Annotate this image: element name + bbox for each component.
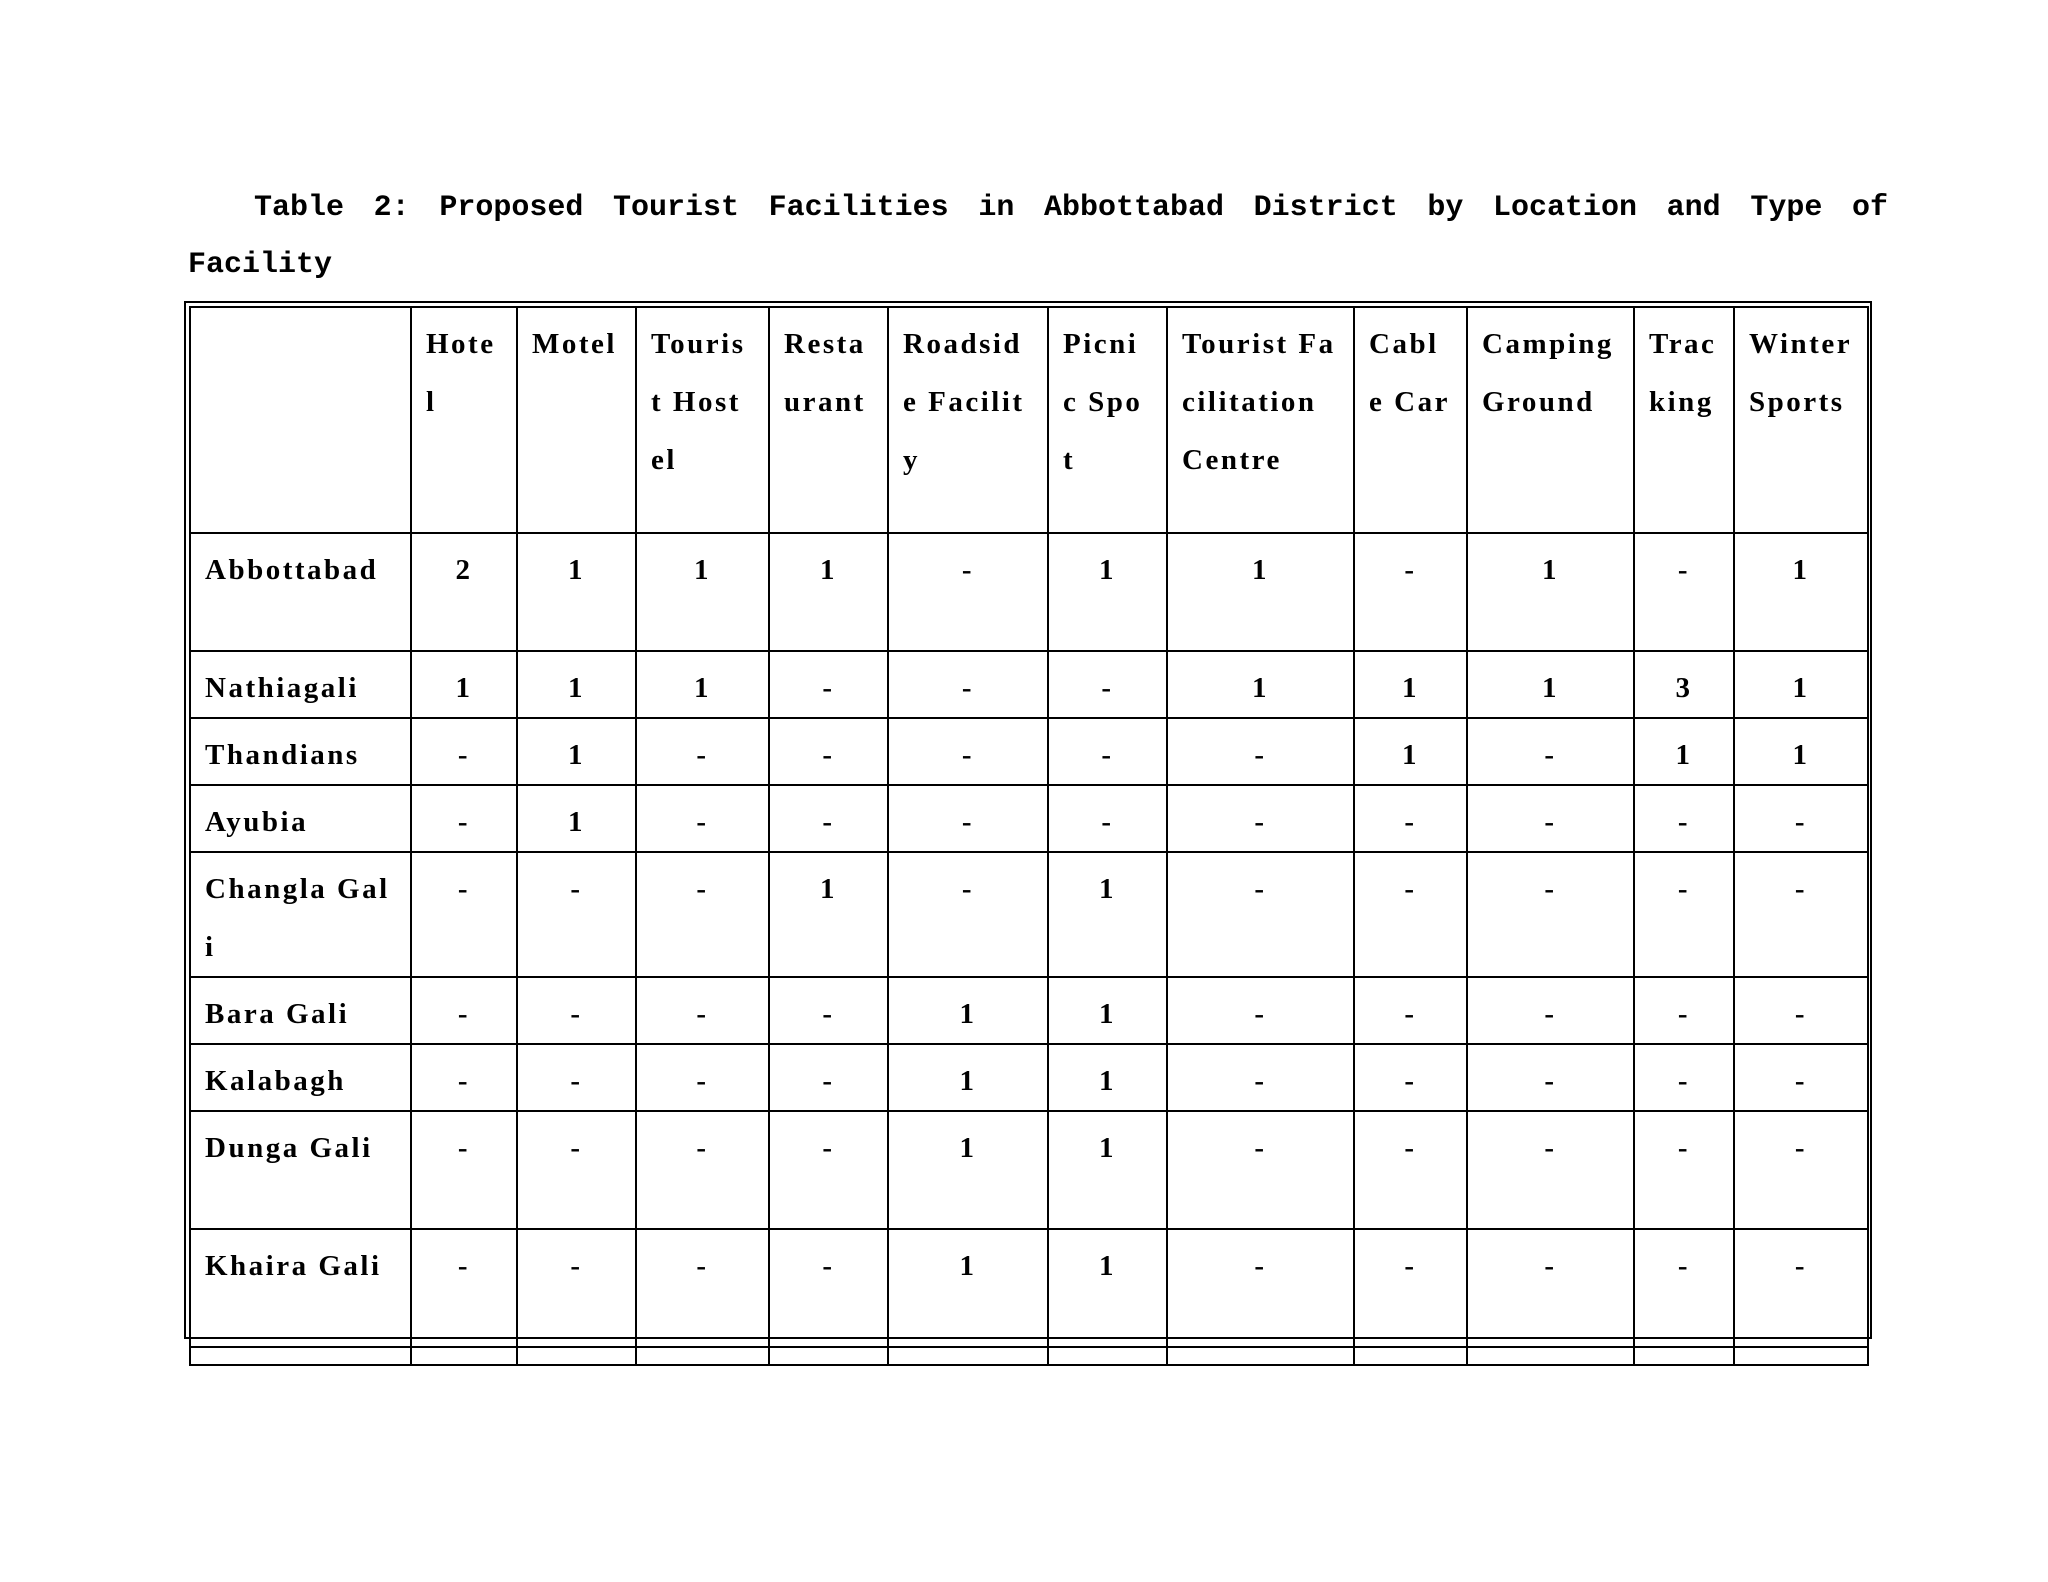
cell-restaurant: - <box>769 785 888 852</box>
header-cable-car: Cable Car <box>1354 307 1467 533</box>
cell-camping-ground: - <box>1467 1229 1634 1347</box>
cell-cable-car: - <box>1354 1044 1467 1111</box>
cell-winter-sports: - <box>1734 785 1868 852</box>
cell-tourist-facilitation-centre: - <box>1167 852 1354 977</box>
cell-winter-sports: 1 <box>1734 718 1868 785</box>
row-location: Nathiagali <box>190 651 411 718</box>
table-row <box>190 852 1868 977</box>
row-location: Kalabagh <box>190 1044 411 1111</box>
row-location: Dunga Gali <box>190 1111 411 1229</box>
table-row <box>190 533 1868 651</box>
cell-camping-ground: - <box>1467 718 1634 785</box>
tail-cell <box>1048 1347 1167 1365</box>
cell-tracking: - <box>1634 977 1734 1044</box>
cell-motel: - <box>517 1229 636 1347</box>
tail-cell <box>636 1347 769 1365</box>
tail-cell <box>1734 1347 1868 1365</box>
cell-tourist-facilitation-centre: - <box>1167 718 1354 785</box>
cell-cable-car: 1 <box>1354 651 1467 718</box>
cell-picnic-spot: 1 <box>1048 1111 1167 1229</box>
table-row <box>190 1111 1868 1229</box>
row-location: Thandians <box>190 718 411 785</box>
cell-restaurant: 1 <box>769 852 888 977</box>
cell-hotel: - <box>411 1229 517 1347</box>
cell-winter-sports: - <box>1734 1229 1868 1347</box>
cell-tourist-hostel: - <box>636 852 769 977</box>
cell-picnic-spot: 1 <box>1048 533 1167 651</box>
table-caption: Table 2: Proposed Tourist Facilities in Abbottabad District by Location and Type of Facility <box>188 191 1888 282</box>
cell-camping-ground: - <box>1467 1044 1634 1111</box>
cell-restaurant: - <box>769 1044 888 1111</box>
cell-motel: 1 <box>517 651 636 718</box>
cell-winter-sports: 1 <box>1734 651 1868 718</box>
header-row <box>190 307 1868 533</box>
cell-tracking: - <box>1634 785 1734 852</box>
cell-winter-sports: - <box>1734 852 1868 977</box>
cell-roadside-facility: - <box>888 852 1048 977</box>
table-row <box>190 1229 1868 1347</box>
cell-cable-car: - <box>1354 533 1467 651</box>
cell-camping-ground: - <box>1467 977 1634 1044</box>
cell-tracking: 3 <box>1634 651 1734 718</box>
cell-tourist-hostel: - <box>636 977 769 1044</box>
cell-tracking: - <box>1634 1111 1734 1229</box>
cell-motel: 1 <box>517 785 636 852</box>
table-row <box>190 977 1868 1044</box>
cell-tourist-hostel: - <box>636 1044 769 1111</box>
cell-tracking: - <box>1634 1229 1734 1347</box>
cell-camping-ground: 1 <box>1467 533 1634 651</box>
cell-motel: - <box>517 852 636 977</box>
cell-hotel: - <box>411 852 517 977</box>
row-location: Abbottabad <box>190 533 411 651</box>
table-row <box>190 651 1868 718</box>
cell-tracking: - <box>1634 1044 1734 1111</box>
header-winter-sports: Winter Sports <box>1734 307 1868 533</box>
cell-restaurant: - <box>769 718 888 785</box>
tail-cell <box>517 1347 636 1365</box>
cell-hotel: - <box>411 977 517 1044</box>
cell-tourist-facilitation-centre: - <box>1167 1229 1354 1347</box>
cell-picnic-spot: 1 <box>1048 977 1167 1044</box>
cell-hotel: - <box>411 785 517 852</box>
cell-picnic-spot: 1 <box>1048 1229 1167 1347</box>
cell-camping-ground: 1 <box>1467 651 1634 718</box>
cell-tourist-facilitation-centre: - <box>1167 1044 1354 1111</box>
header-picnic-spot: Picnic Spot <box>1048 307 1167 533</box>
tail-cell <box>1167 1347 1354 1365</box>
corner-cell <box>190 307 411 533</box>
cell-winter-sports: - <box>1734 977 1868 1044</box>
cell-hotel: 2 <box>411 533 517 651</box>
cell-cable-car: - <box>1354 1111 1467 1229</box>
header-roadside-facility: Roadside Facility <box>888 307 1048 533</box>
cell-roadside-facility: - <box>888 718 1048 785</box>
cell-tourist-hostel: 1 <box>636 533 769 651</box>
tail-cell <box>769 1347 888 1365</box>
header-camping-ground: Camping Ground <box>1467 307 1634 533</box>
tail-cell <box>1634 1347 1734 1365</box>
cell-tourist-hostel: - <box>636 785 769 852</box>
cell-picnic-spot: - <box>1048 785 1167 852</box>
cell-restaurant: 1 <box>769 533 888 651</box>
header-tracking: Tracking <box>1634 307 1734 533</box>
row-location: Bara Gali <box>190 977 411 1044</box>
cell-cable-car: - <box>1354 785 1467 852</box>
cell-restaurant: - <box>769 1111 888 1229</box>
cell-restaurant: - <box>769 651 888 718</box>
cell-roadside-facility: - <box>888 651 1048 718</box>
cell-picnic-spot: - <box>1048 651 1167 718</box>
cell-winter-sports: - <box>1734 1044 1868 1111</box>
cell-roadside-facility: 1 <box>888 1111 1048 1229</box>
table-tail-row <box>190 1347 1868 1365</box>
cell-roadside-facility: 1 <box>888 1044 1048 1111</box>
tail-cell <box>411 1347 517 1365</box>
cell-picnic-spot: 1 <box>1048 852 1167 977</box>
cell-cable-car: - <box>1354 1229 1467 1347</box>
tourist-facilities-table <box>189 306 1869 1366</box>
cell-picnic-spot: 1 <box>1048 1044 1167 1111</box>
table-row <box>190 785 1868 852</box>
cell-tourist-hostel: 1 <box>636 651 769 718</box>
cell-tourist-hostel: - <box>636 1111 769 1229</box>
cell-tourist-facilitation-centre: 1 <box>1167 651 1354 718</box>
cell-tourist-facilitation-centre: - <box>1167 977 1354 1044</box>
cell-camping-ground: - <box>1467 852 1634 977</box>
cell-restaurant: - <box>769 1229 888 1347</box>
cell-motel: - <box>517 1111 636 1229</box>
row-location: Ayubia <box>190 785 411 852</box>
cell-tracking: - <box>1634 533 1734 651</box>
cell-roadside-facility: - <box>888 533 1048 651</box>
cell-tracking: 1 <box>1634 718 1734 785</box>
cell-motel: - <box>517 1044 636 1111</box>
cell-hotel: - <box>411 1111 517 1229</box>
tail-cell <box>888 1347 1048 1365</box>
tail-cell <box>190 1347 411 1365</box>
cell-winter-sports: 1 <box>1734 533 1868 651</box>
header-hotel: Hotel <box>411 307 517 533</box>
header-restaurant: Restaurant <box>769 307 888 533</box>
header-tourist-hostel: Tourist Hostel <box>636 307 769 533</box>
row-location: Changla Gali <box>190 852 411 977</box>
cell-cable-car: - <box>1354 852 1467 977</box>
cell-camping-ground: - <box>1467 1111 1634 1229</box>
table-row <box>190 718 1868 785</box>
cell-cable-car: 1 <box>1354 718 1467 785</box>
cell-tourist-facilitation-centre: 1 <box>1167 533 1354 651</box>
cell-motel: 1 <box>517 718 636 785</box>
header-motel: Motel <box>517 307 636 533</box>
cell-cable-car: - <box>1354 977 1467 1044</box>
cell-hotel: - <box>411 1044 517 1111</box>
cell-picnic-spot: - <box>1048 718 1167 785</box>
tail-cell <box>1354 1347 1467 1365</box>
tail-cell <box>1467 1347 1634 1365</box>
cell-motel: 1 <box>517 533 636 651</box>
cell-tourist-hostel: - <box>636 1229 769 1347</box>
cell-camping-ground: - <box>1467 785 1634 852</box>
cell-tourist-facilitation-centre: - <box>1167 1111 1354 1229</box>
cell-winter-sports: - <box>1734 1111 1868 1229</box>
cell-motel: - <box>517 977 636 1044</box>
cell-hotel: - <box>411 718 517 785</box>
cell-tracking: - <box>1634 852 1734 977</box>
header-tourist-facilitation-centre: Tourist Facilitation Centre <box>1167 307 1354 533</box>
table-row <box>190 1044 1868 1111</box>
row-location: Khaira Gali <box>190 1229 411 1347</box>
cell-hotel: 1 <box>411 651 517 718</box>
cell-restaurant: - <box>769 977 888 1044</box>
cell-roadside-facility: 1 <box>888 1229 1048 1347</box>
cell-roadside-facility: 1 <box>888 977 1048 1044</box>
cell-roadside-facility: - <box>888 785 1048 852</box>
cell-tourist-hostel: - <box>636 718 769 785</box>
cell-tourist-facilitation-centre: - <box>1167 785 1354 852</box>
